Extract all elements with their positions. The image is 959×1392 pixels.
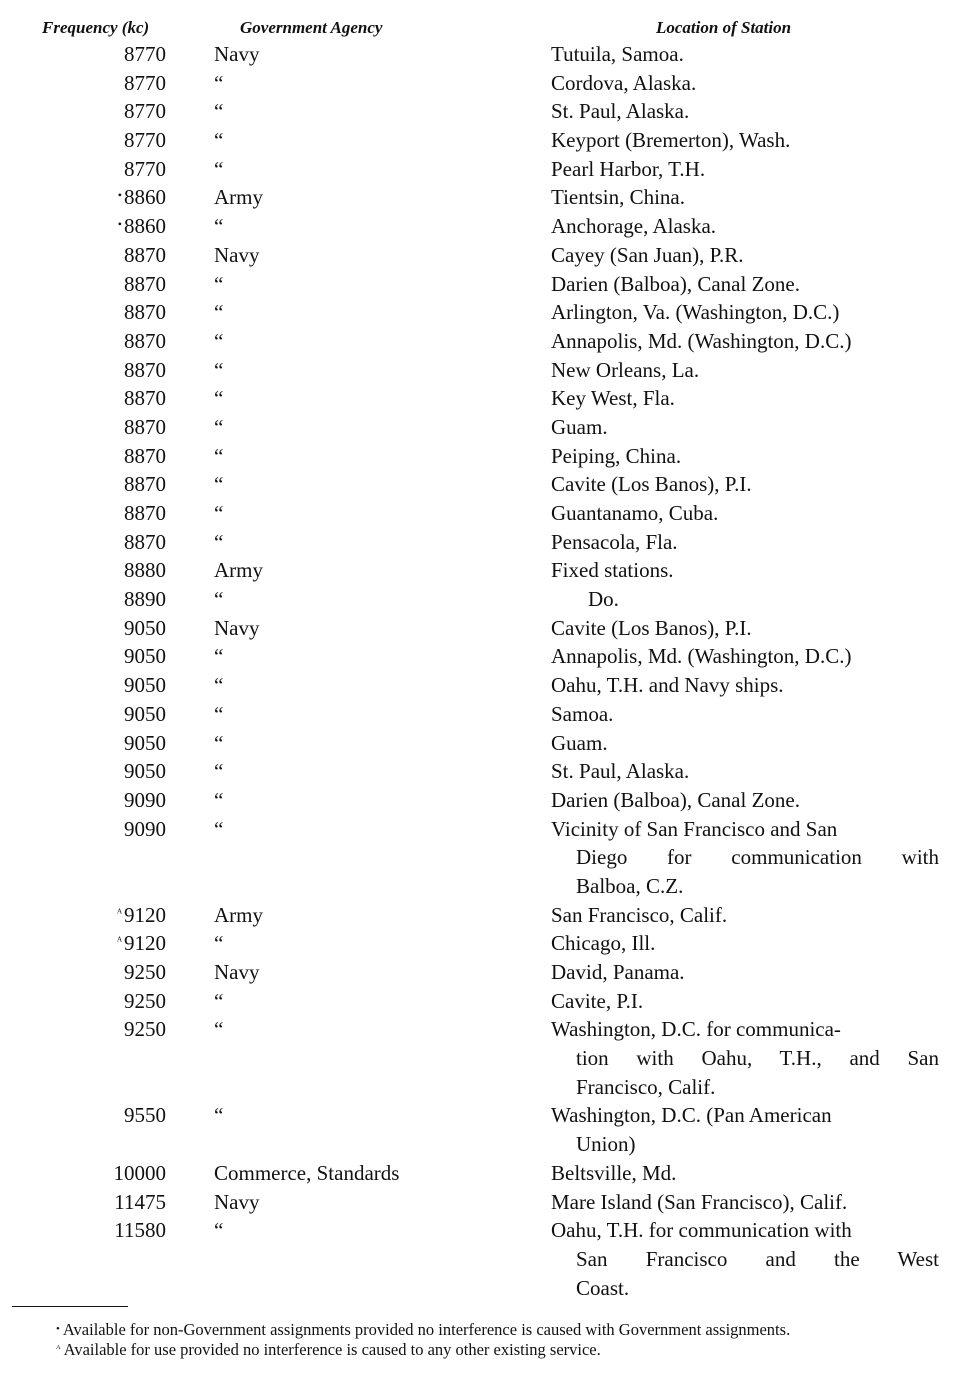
table-row — [0, 614, 959, 643]
frequency-cell — [60, 987, 166, 1016]
table-row — [0, 126, 959, 155]
agency-cell: “ — [214, 1103, 224, 1128]
frequency-cell — [60, 413, 166, 442]
agency-cell: “ — [214, 328, 224, 353]
frequency-value: 8870 — [124, 414, 166, 439]
location-cell: Arlington, Va. (Washington, D.C.) — [551, 300, 840, 325]
header-agency: Government Agency — [240, 18, 383, 37]
agency-cell: “ — [214, 472, 224, 497]
footnote-text: Available for use provided no interference is caused to any other existing service. — [63, 1340, 601, 1359]
agency-cell: “ — [214, 70, 224, 95]
location-cell: Key West, Fla. — [551, 386, 675, 411]
frequency-value: 8770 — [124, 99, 166, 124]
frequency-cell — [60, 1159, 166, 1188]
frequency-cell — [60, 585, 166, 614]
table-row — [0, 470, 959, 499]
agency-cell: “ — [214, 443, 224, 468]
frequency-value: 8870 — [124, 386, 166, 411]
frequency-value: 8870 — [124, 357, 166, 382]
agency-cell: “ — [214, 214, 224, 239]
frequency-cell — [60, 298, 166, 327]
agency-cell: Army — [214, 558, 263, 583]
location-cell: Do. — [588, 587, 619, 612]
table-row — [0, 815, 959, 901]
table-row — [0, 786, 959, 815]
location-cell: Cavite, P.I. — [551, 988, 644, 1013]
frequency-value: 9050 — [124, 701, 166, 726]
location-cell: Samoa. — [551, 701, 614, 726]
agency-cell: “ — [214, 501, 224, 525]
agency-cell: “ — [214, 587, 224, 612]
agency-cell: “ — [214, 701, 224, 726]
frequency-cell — [60, 642, 166, 671]
location-cell: Mare Island (San Francisco), Calif. — [551, 1189, 848, 1214]
location-cell: Guam. — [551, 730, 608, 755]
location-cell: Annapolis, Md. (Washington, D.C.) — [551, 644, 852, 669]
row-line — [0, 126, 959, 155]
table-row — [0, 556, 959, 585]
frequency-cell — [60, 155, 166, 184]
frequency-value: 8860 — [124, 214, 166, 239]
location-cell: Beltsville, Md. — [551, 1160, 677, 1185]
agency-cell: “ — [214, 673, 224, 698]
agency-cell: “ — [214, 156, 224, 181]
row-line — [0, 528, 959, 557]
frequency-cell — [60, 528, 166, 557]
frequency-value: 8880 — [124, 558, 166, 583]
frequency-value: 8870 — [124, 328, 166, 353]
agency-cell: “ — [214, 759, 224, 784]
table-header — [0, 18, 959, 42]
table-row — [0, 442, 959, 471]
location-cell: Guam. — [551, 414, 608, 439]
table-row — [0, 327, 959, 356]
frequency-value: 9250 — [124, 960, 166, 984]
agency-cell: Army — [214, 902, 263, 927]
row-line — [0, 470, 959, 499]
frequency-value: 11475 — [114, 1189, 166, 1214]
location-cell: David, Panama. — [551, 960, 685, 984]
table-row — [0, 929, 959, 958]
agency-cell: “ — [214, 644, 224, 669]
location-cell: San Francisco, Calif. — [551, 902, 728, 927]
frequency-cell — [60, 40, 166, 69]
agency-cell: “ — [214, 128, 224, 153]
table-row — [0, 901, 959, 930]
frequency-cell — [60, 700, 166, 729]
header-frequency: Frequency (kc) — [42, 18, 150, 37]
location-cell: New Orleans, La. — [551, 357, 700, 382]
row-line — [0, 413, 959, 442]
table-row — [0, 585, 959, 614]
frequency-cell — [60, 614, 166, 643]
row-line — [0, 212, 959, 241]
location-cell: Cavite (Los Banos), P.I. — [551, 472, 752, 497]
frequency-value: 8770 — [124, 42, 166, 66]
row-line — [0, 901, 959, 930]
row-line — [0, 1130, 959, 1159]
frequency-value: 8770 — [124, 70, 166, 95]
row-line — [0, 987, 959, 1016]
row-line — [0, 241, 959, 270]
frequency-value: 11580 — [114, 1218, 166, 1243]
table-row — [0, 642, 959, 671]
frequency-cell — [60, 470, 166, 499]
agency-cell: “ — [214, 357, 224, 382]
agency-cell: “ — [214, 931, 224, 956]
table-row — [0, 958, 959, 987]
location-cell: Peiping, China. — [551, 443, 682, 468]
footnote-mark: • — [117, 217, 122, 232]
frequency-cell — [60, 1216, 166, 1245]
location-cell: Balboa, C.Z. — [576, 873, 684, 898]
frequency-value: 8770 — [124, 156, 166, 181]
location-cell: Annapolis, Md. (Washington, D.C.) — [551, 328, 852, 353]
frequency-table — [0, 40, 959, 1302]
table-row — [0, 356, 959, 385]
frequency-value: 9050 — [124, 759, 166, 784]
frequency-cell — [60, 356, 166, 385]
table-row — [0, 987, 959, 1016]
agency-cell: “ — [214, 529, 224, 554]
row-line — [0, 1216, 959, 1245]
table-row — [0, 1101, 959, 1158]
footnote — [12, 1320, 940, 1340]
frequency-cell — [60, 327, 166, 356]
location-cell: San Francisco and the West — [576, 1246, 939, 1271]
frequency-cell — [60, 1101, 166, 1130]
row-line — [0, 1015, 959, 1044]
footnotes — [12, 1320, 940, 1360]
table-row — [0, 97, 959, 126]
agency-cell: Navy — [214, 960, 260, 984]
frequency-value: 8870 — [124, 242, 166, 267]
footnote-text: Available for non-Government assignments provided no interference is caused with Government assignments. — [62, 1320, 791, 1339]
agency-cell: “ — [214, 99, 224, 124]
frequency-cell — [60, 786, 166, 815]
frequency-value: 9120 — [124, 902, 166, 927]
footnote-mark: • — [117, 188, 122, 203]
row-line — [0, 1274, 959, 1303]
agency-cell: Navy — [214, 615, 260, 640]
location-cell: St. Paul, Alaska. — [551, 759, 690, 784]
frequency-cell — [60, 97, 166, 126]
frequency-value: 8860 — [124, 185, 166, 210]
location-cell: Pensacola, Fla. — [551, 529, 678, 554]
table-row — [0, 499, 959, 528]
footnote-rule — [12, 1306, 128, 1307]
row-line — [0, 786, 959, 815]
table-row — [0, 183, 959, 212]
table-row — [0, 729, 959, 758]
table-row — [0, 1015, 959, 1101]
row-line — [0, 729, 959, 758]
row-line — [0, 499, 959, 528]
row-line — [0, 1044, 959, 1073]
row-line — [0, 700, 959, 729]
row-line — [0, 872, 959, 901]
frequency-value: 9050 — [124, 615, 166, 640]
frequency-cell — [60, 241, 166, 270]
location-cell: Pearl Harbor, T.H. — [551, 156, 706, 181]
row-line — [0, 183, 959, 212]
frequency-value: 8890 — [124, 587, 166, 612]
frequency-value: 10000 — [113, 1160, 166, 1185]
frequency-value: 9090 — [124, 787, 166, 812]
header-location: Location of Station — [656, 18, 792, 37]
footnote — [12, 1340, 940, 1360]
frequency-value: 9050 — [124, 644, 166, 669]
row-line — [0, 97, 959, 126]
agency-cell: “ — [214, 816, 224, 841]
location-cell: Cayey (San Juan), P.R. — [551, 242, 744, 267]
frequency-cell — [60, 442, 166, 471]
frequency-value: 9050 — [124, 730, 166, 755]
location-cell: Chicago, Ill. — [551, 931, 656, 956]
agency-cell: “ — [214, 787, 224, 812]
frequency-cell — [60, 729, 166, 758]
row-line — [0, 815, 959, 844]
footnote-mark: ᴬ — [56, 1343, 61, 1355]
location-cell: Oahu, T.H. and Navy ships. — [551, 673, 784, 698]
frequency-value: 8870 — [124, 529, 166, 554]
location-cell: Tientsin, China. — [551, 185, 685, 210]
frequency-cell — [60, 929, 166, 958]
location-cell: Cavite (Los Banos), P.I. — [551, 615, 752, 640]
row-line — [0, 585, 959, 614]
location-cell: Guantanamo, Cuba. — [551, 501, 719, 525]
agency-cell: “ — [214, 386, 224, 411]
frequency-cell — [60, 384, 166, 413]
table-row — [0, 270, 959, 299]
row-line — [0, 442, 959, 471]
table-row — [0, 528, 959, 557]
table-row — [0, 384, 959, 413]
agency-cell: Navy — [214, 242, 260, 267]
agency-cell: Navy — [214, 1189, 260, 1214]
row-line — [0, 69, 959, 98]
frequency-cell — [60, 815, 166, 844]
location-cell: Washington, D.C. (Pan American — [551, 1103, 832, 1128]
row-line — [0, 1101, 959, 1130]
agency-cell: “ — [214, 988, 224, 1013]
frequency-cell — [60, 556, 166, 585]
frequency-value: 8870 — [124, 443, 166, 468]
row-line — [0, 40, 959, 69]
agency-cell: “ — [214, 414, 224, 439]
frequency-cell — [60, 212, 166, 241]
location-cell: Diego for communication with — [576, 845, 939, 870]
row-line — [0, 384, 959, 413]
frequency-value: 8870 — [124, 271, 166, 296]
table-row — [0, 757, 959, 786]
row-line — [0, 1159, 959, 1188]
row-line — [0, 356, 959, 385]
frequency-value: 9050 — [124, 673, 166, 698]
frequency-cell — [60, 757, 166, 786]
frequency-value: 8770 — [124, 128, 166, 153]
agency-cell: “ — [214, 1017, 224, 1042]
frequency-cell — [60, 270, 166, 299]
location-cell: tion with Oahu, T.H., and San — [576, 1046, 939, 1071]
row-line — [0, 671, 959, 700]
row-line — [0, 929, 959, 958]
frequency-cell — [60, 671, 166, 700]
agency-cell: “ — [214, 1218, 224, 1243]
frequency-value: 8870 — [124, 501, 166, 525]
table-row — [0, 1216, 959, 1302]
location-cell: Darien (Balboa), Canal Zone. — [551, 787, 800, 812]
table-row — [0, 40, 959, 69]
table-row — [0, 212, 959, 241]
location-cell: Anchorage, Alaska. — [551, 214, 717, 239]
row-line — [0, 614, 959, 643]
row-line — [0, 843, 959, 872]
agency-cell: “ — [214, 730, 224, 755]
frequency-value: 9250 — [124, 1017, 166, 1042]
location-cell: Tutuila, Samoa. — [551, 42, 684, 66]
row-line — [0, 958, 959, 987]
frequency-value: 9550 — [124, 1103, 166, 1128]
table-row — [0, 1188, 959, 1217]
table-row — [0, 671, 959, 700]
row-line — [0, 757, 959, 786]
location-cell: St. Paul, Alaska. — [551, 99, 690, 124]
frequency-value: 9120 — [124, 931, 166, 956]
row-line — [0, 642, 959, 671]
footnote-mark: ᴬ — [116, 934, 122, 949]
footnote-mark: • — [56, 1323, 60, 1335]
agency-cell: “ — [214, 271, 224, 296]
location-cell: Union) — [576, 1132, 636, 1157]
agency-cell: Commerce, Standards — [214, 1160, 400, 1185]
frequency-cell — [60, 183, 166, 212]
table-row — [0, 298, 959, 327]
agency-cell: Army — [214, 185, 263, 210]
row-line — [0, 270, 959, 299]
location-cell: Francisco, Calif. — [576, 1074, 716, 1099]
location-cell: Keyport (Bremerton), Wash. — [551, 128, 791, 153]
table-row — [0, 1159, 959, 1188]
row-line — [0, 327, 959, 356]
location-cell: Washington, D.C. for communica- — [551, 1017, 841, 1042]
agency-cell: Navy — [214, 42, 260, 66]
table-row — [0, 69, 959, 98]
row-line — [0, 1073, 959, 1102]
footnote-mark: ᴬ — [116, 905, 122, 920]
frequency-cell — [60, 1188, 166, 1217]
location-cell: Fixed stations. — [551, 558, 674, 583]
frequency-cell — [60, 69, 166, 98]
location-cell: Darien (Balboa), Canal Zone. — [551, 271, 800, 296]
row-line — [0, 1188, 959, 1217]
location-cell: Coast. — [576, 1275, 630, 1300]
frequency-cell — [60, 499, 166, 528]
table-row — [0, 413, 959, 442]
table-row — [0, 241, 959, 270]
row-line — [0, 556, 959, 585]
frequency-cell — [60, 958, 166, 987]
table-row — [0, 155, 959, 184]
frequency-cell — [60, 901, 166, 930]
frequency-value: 9250 — [124, 988, 166, 1013]
location-cell: Oahu, T.H. for communication with — [551, 1218, 852, 1243]
frequency-cell — [60, 126, 166, 155]
row-line — [0, 298, 959, 327]
frequency-value: 9090 — [124, 816, 166, 841]
table-row — [0, 700, 959, 729]
frequency-value: 8870 — [124, 300, 166, 325]
frequency-value: 8870 — [124, 472, 166, 497]
agency-cell: “ — [214, 300, 224, 325]
location-cell: Cordova, Alaska. — [551, 70, 697, 95]
row-line — [0, 155, 959, 184]
row-line — [0, 1245, 959, 1274]
location-cell: Vicinity of San Francisco and San — [551, 816, 838, 841]
frequency-cell — [60, 1015, 166, 1044]
